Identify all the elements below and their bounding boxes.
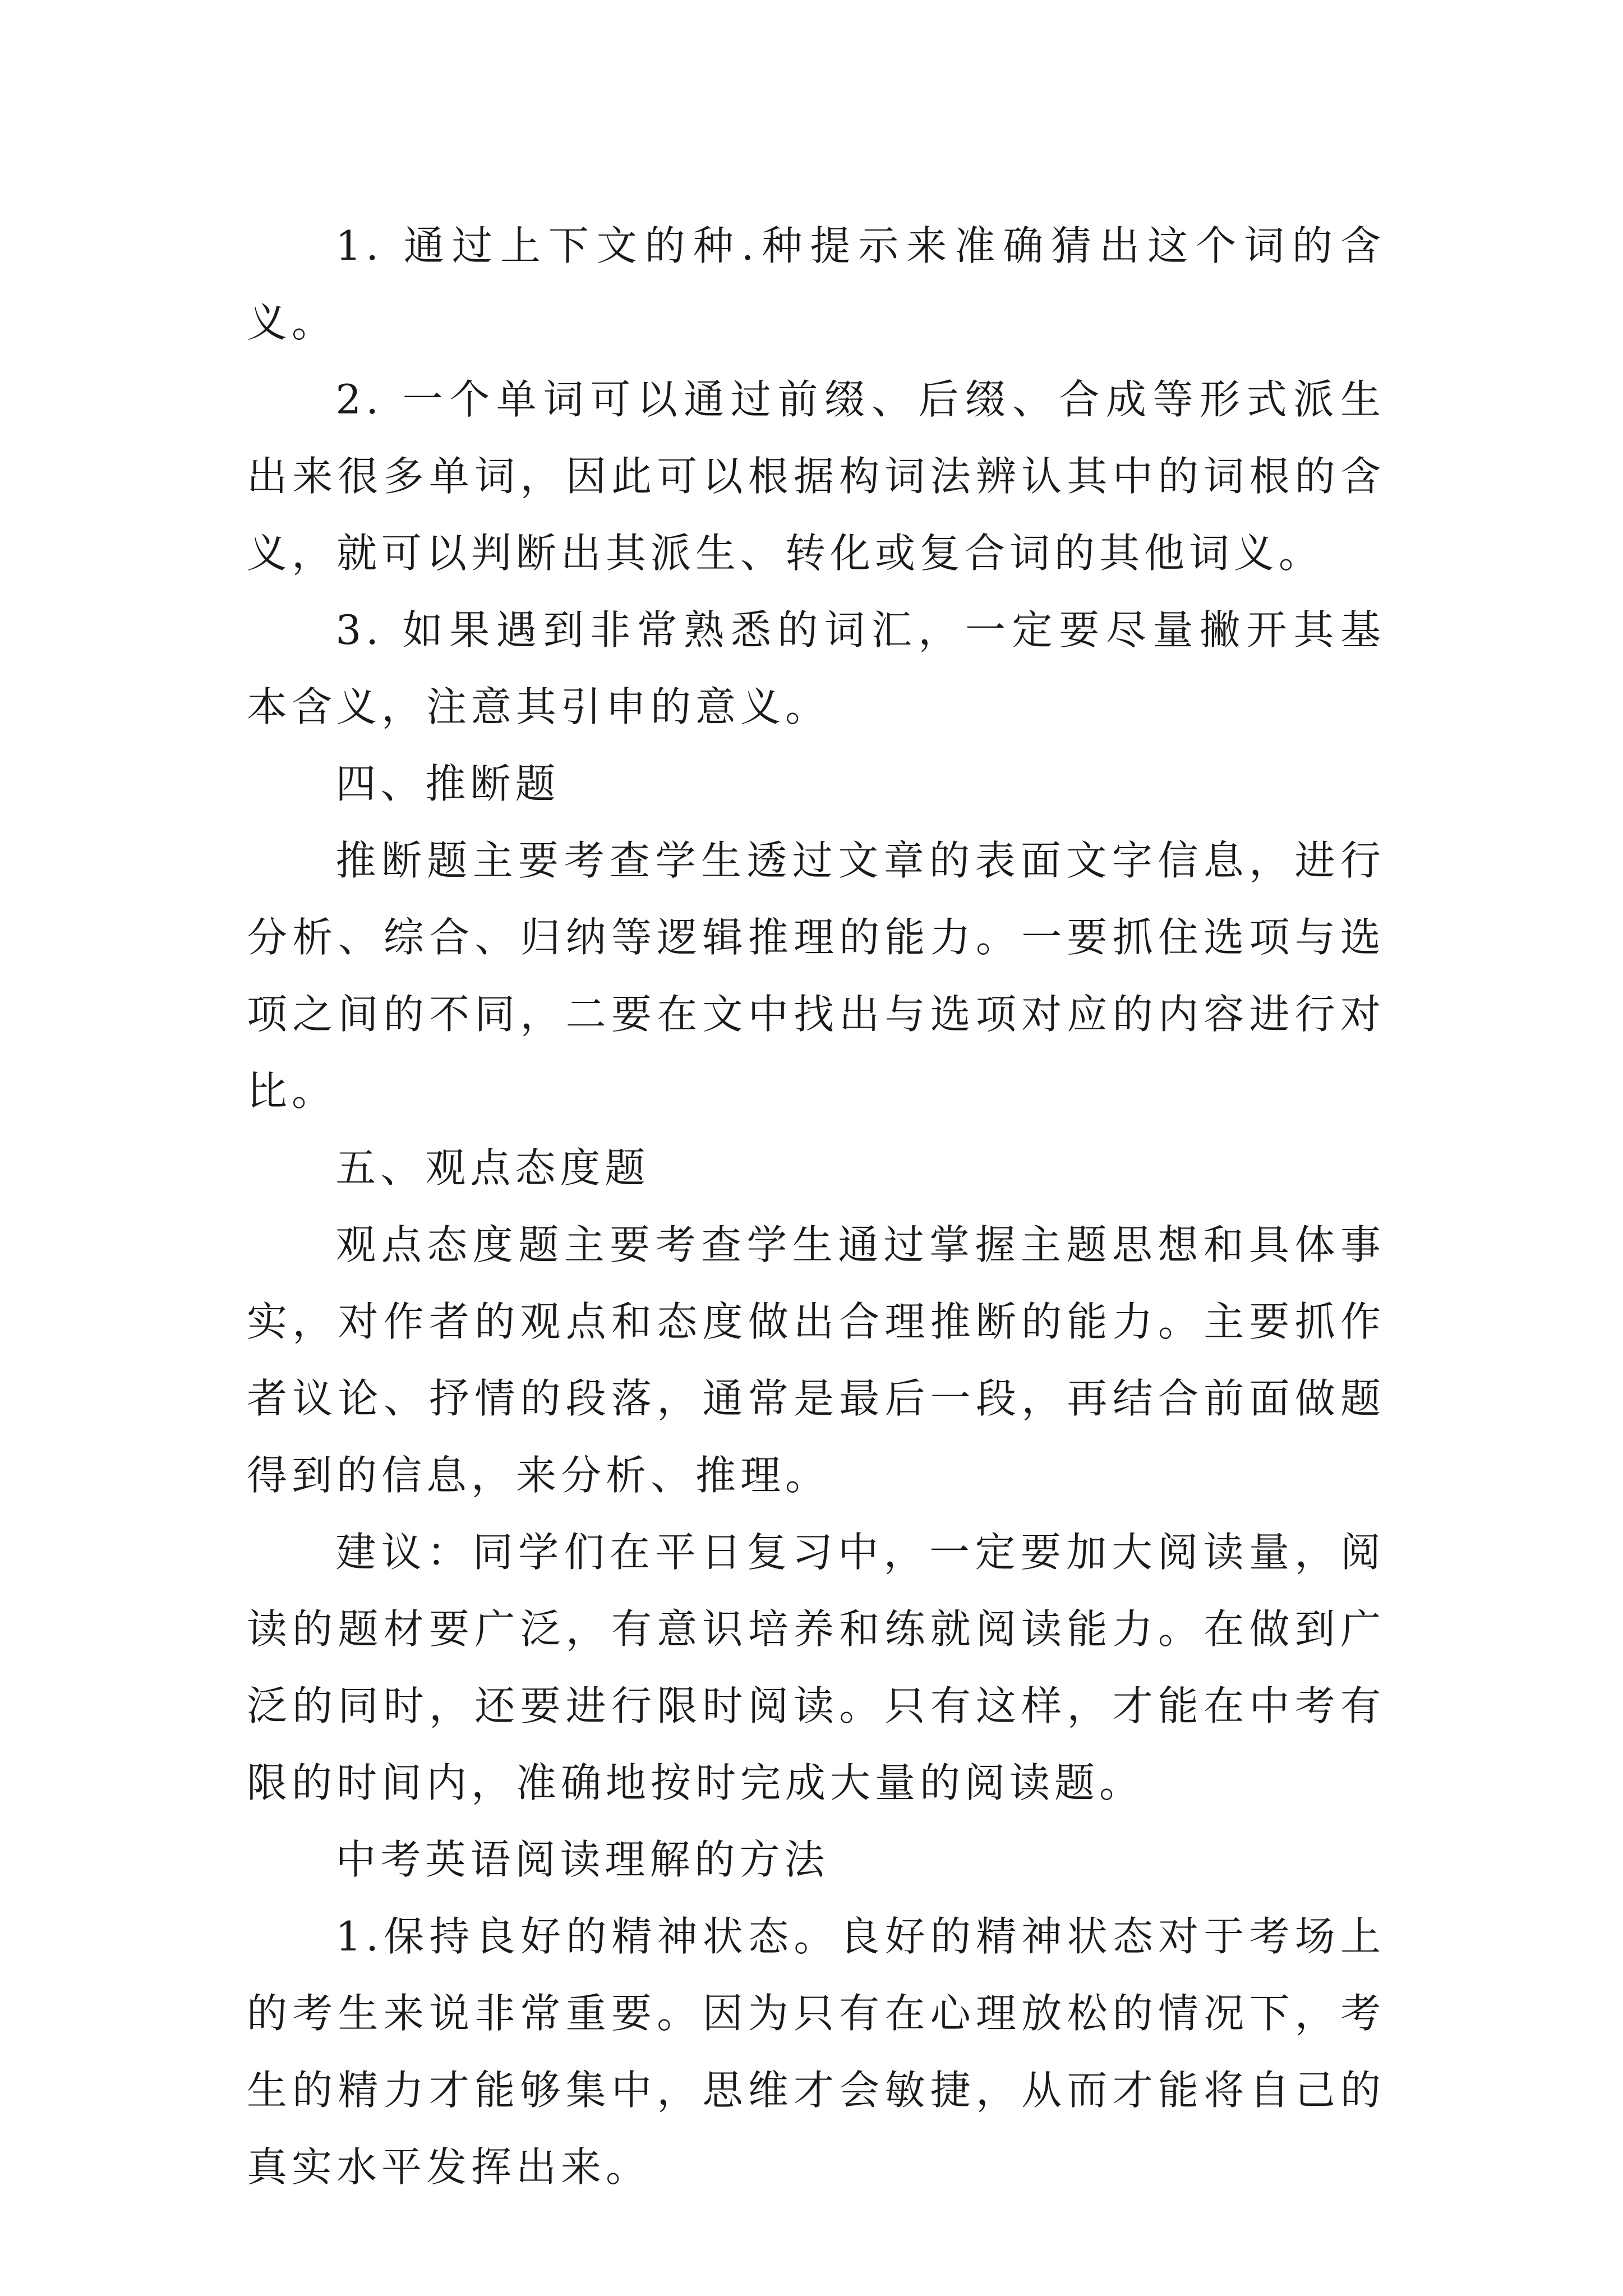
section-heading-inference: 四、推断题	[335, 760, 560, 807]
paragraph-tip-2: 2. 一个单词可以通过前缀、后缀、合成等形式派生出来很多单词，因此可以根据构词法辨认其中的词根的含义，就可以判断出其派生、转化或复合词的其他词义。	[247, 376, 1385, 577]
paragraph-tip-3: 3. 如果遇到非常熟悉的词汇，一定要尽量撇开其基本含义，注意其引申的意义。	[247, 606, 1385, 730]
paragraph-inference: 推断题主要考查学生透过文章的表面文字信息，进行分析、综合、归纳等逻辑推理的能力。一要抓住选项与选项之间的不同，二要在文中找出与选项对应的内容进行对比。	[247, 837, 1385, 1115]
document-body	[247, 208, 1385, 2206]
section-heading-methods: 中考英语阅读理解的方法	[335, 1836, 829, 1883]
section-heading-attitude: 五、观点态度题	[335, 1144, 650, 1191]
paragraph-advice: 建议：同学们在平日复习中，一定要加大阅读量，阅读的题材要广泛，有意识培养和练就阅读能力。在做到广泛的同时，还要进行限时阅读。只有这样，才能在中考有限的时间内，准确地按时完成大量的阅读题。	[247, 1529, 1385, 1806]
paragraph-tip-1: 1. 通过上下文的种.种提示来准确猜出这个词的含义。	[247, 222, 1385, 346]
paragraph-attitude: 观点态度题主要考查学生通过掌握主题思想和具体事实，对作者的观点和态度做出合理推断的能力。主要抓作者议论、抒情的段落，通常是最后一段，再结合前面做题得到的信息，来分析、推理。	[247, 1221, 1385, 1499]
paragraph-method-1: 1.保持良好的精神状态。良好的精神状态对于考场上的考生来说非常重要。因为只有在心理放松的情况下，考生的精力才能够集中，思维才会敏捷，从而才能将自己的真实水平发挥出来。	[247, 1913, 1385, 2191]
